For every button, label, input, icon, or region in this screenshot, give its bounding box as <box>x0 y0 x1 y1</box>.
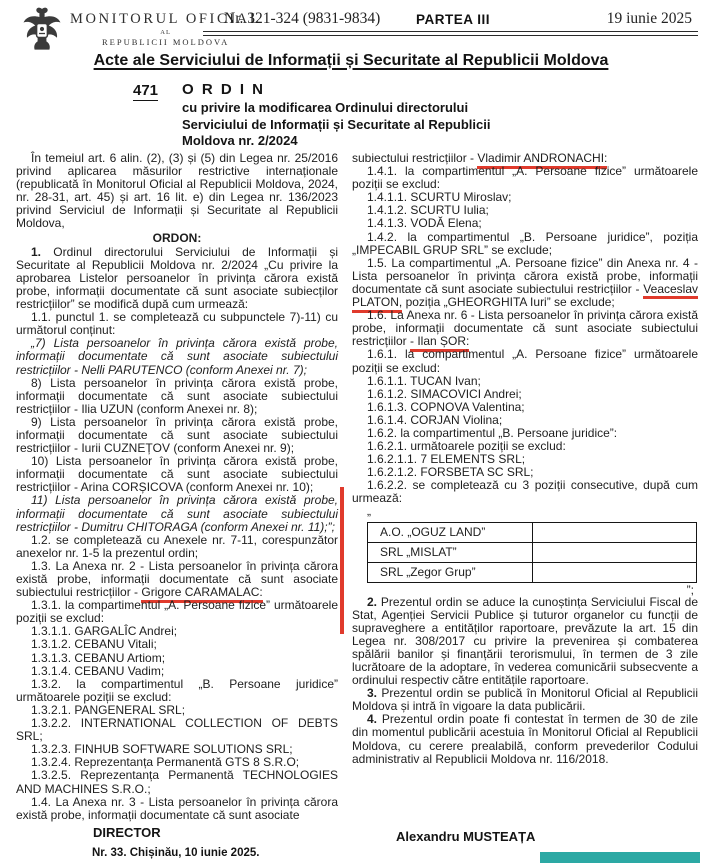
paragraph <box>16 416 338 455</box>
masthead-al: AL <box>160 29 171 36</box>
paragraph <box>352 309 698 348</box>
order-number-line: Nr. 33. Chișinău, 10 iunie 2025. <box>92 847 260 859</box>
left-column <box>16 152 338 822</box>
paragraph <box>16 717 338 743</box>
text-segment: 1.4.1.1. SCURTU Miroslav; <box>367 190 512 205</box>
empty-cell <box>533 562 697 582</box>
text-segment: 1.3.2.4. Reprezentanța Permanentă GTS 8 S.R.O; <box>31 755 300 770</box>
director-label: DIRECTOR <box>93 825 161 840</box>
text-segment: 1. <box>31 244 54 259</box>
text-segment: Prezentul ordin se aduce la cunoștința Serviciului Fiscal de Stat, Agenției Servicii Publice și tuturor organelor cu funcții de supraveghere a entităților raportoare, prevăzute la art. 15 din Legea nr. 308/2017 cu privire la prevenirea și combaterea spălării banilor și finanțării terorismului, în termen de 3 zile lucrătoare de la adoptare, în vederea comunicării subsecvente a ordinului respectiv către entitățile raportoare. <box>352 594 699 688</box>
order-subtitle-line: cu privire la modificarea Ordinului directorului <box>182 100 469 115</box>
issue-date: 19 iunie 2025 <box>606 10 692 27</box>
red-underlined-name: Grigore CARAMALAC: <box>141 585 262 603</box>
text-segment: 1.6.1.4. CORJAN Violina; <box>367 412 503 427</box>
part-label: PARTEA III <box>416 12 491 27</box>
text-segment: 1.3.1.1. GARGALÎC Andrei; <box>31 624 178 639</box>
order-subtitle <box>182 100 512 150</box>
order-number: 471 <box>133 82 159 99</box>
text-segment: 1.4.1. la compartimentul „A. Persoane fizice” următoarele poziții se exclud: <box>352 164 698 192</box>
paragraph <box>16 560 338 599</box>
text-segment: 1.3.2.2. INTERNATIONAL COLLECTION OF DEBTS SRL; <box>16 716 338 744</box>
text-segment: 1.6. La Anexa nr. 6 - Lista persoanelor în privința cărora există probe, informații documentate că sunt asociate subiectului restricțiilor <box>352 308 698 349</box>
paragraph <box>16 311 338 337</box>
paragraph <box>352 596 698 688</box>
text-segment: 1.3.1. la compartimentul „A. Persoane fizice” următoarele poziții se exclud: <box>16 598 338 626</box>
paragraph <box>352 257 698 309</box>
paragraph <box>352 687 698 713</box>
text-segment: 1.3.2.5. Reprezentanța Permanentă TECHNOLOGIES AND MACHINES S.R.O.; <box>16 768 338 796</box>
text-segment: 1.3.1.4. CEBANU Vadim; <box>31 663 165 678</box>
paragraph <box>16 232 338 245</box>
table-row <box>368 562 697 582</box>
table-row <box>368 542 697 562</box>
text-segment: 1.4. La Anexa nr. 3 - Lista persoanelor în privința cărora există probe, informații documentate că sunt asociate <box>16 794 338 822</box>
text-segment: 1.6.1.3. COPNOVA Valentina; <box>367 399 525 414</box>
text-segment: 1.2. se completează cu Anexele nr. 7-11, corespunzător anexelor nr. 1-5 la prezentul ordin; <box>16 532 338 560</box>
text-segment: 1.3.1.3. CEBANU Artiom; <box>31 650 166 665</box>
text-segment: 8) Lista persoanelor în privința cărora există probe, informații documentate că sunt asociate subiectului restricțiilor - Ilia UZUN (conform Anexei nr. 8); <box>16 375 338 416</box>
entity-name-cell: A.O. „OGUZ LAND” <box>368 522 533 542</box>
paragraph <box>352 231 698 257</box>
coat-of-arms-logo <box>22 6 62 52</box>
text-segment: Prezentul ordin poate fi contestat în termen de 30 de zile din momentul publicării acestuia în Monitorul Oficial al Republicii Moldova, cu cerere prealabilă, conform prevederilor Codului administrativ al Republicii Moldova nr. 116/2018. <box>352 712 698 766</box>
masthead-title: MONITORUL OFICIAL <box>70 11 262 27</box>
paragraph <box>352 713 698 765</box>
text-segment: 10) Lista persoanelor în privința cărora există probe, informații documentate că sunt asociate subiectului restricțiilor - Arina CORȘICOVA (conform Anexei nr. 10); <box>16 454 338 495</box>
paragraph <box>16 769 338 795</box>
section-title: Acte ale Serviciului de Informații și Securitate al Republicii Moldova <box>93 52 609 69</box>
red-underlined-name: - Ilan ȘOR: <box>410 334 469 352</box>
red-annotation-bar <box>340 487 344 634</box>
paragraph <box>16 455 338 494</box>
entity-name-cell: SRL „MISLAT” <box>368 542 533 562</box>
text-segment: subiectului restricțiilor - <box>352 151 478 165</box>
text-segment: Prezentul ordin se publică în Monitorul Oficial al Republicii Moldova și intră în vigoare la data publicării. <box>352 686 698 714</box>
text-segment: 1.6.1.1. TUCAN Ivan; <box>367 373 481 388</box>
text-segment: Ordinul directorului Serviciului de Informații și Securitate al Republicii Moldova nr. 2/2024 „Cu privire la aprobarea Listelor persoanelor în privința cărora există probe, informații documentate că sunt asociate subiecților restricțiilor” se modifică după cum urmează: <box>16 244 339 312</box>
paragraph <box>352 348 698 374</box>
paragraph <box>16 678 338 704</box>
text-segment: 1.6.2.1. următoarele poziții se exclud: <box>367 439 566 454</box>
text-segment: 1.3.2. la compartimentul „B. Persoane juridice” următoarele poziții se exclud: <box>16 676 338 704</box>
paragraph <box>352 165 698 191</box>
text-segment: 1.3.2.1. PANGENERAL SRL; <box>31 702 186 717</box>
text-segment: 1.6.2.1.1. 7 ELEMENTS SRL; <box>367 452 526 467</box>
signer-name: Alexandru MUSTEAȚA <box>396 829 536 844</box>
paragraph <box>16 796 338 822</box>
text-segment: ORDON: <box>152 230 202 245</box>
paragraph <box>16 494 338 533</box>
text-segment: 3. <box>367 686 382 701</box>
text-segment: 1.6.1.2. SIMACOVICI Andrei; <box>367 386 522 401</box>
text-segment: 1.4.1.3. VODĂ Elena; <box>367 216 482 231</box>
text-segment: 11) Lista persoanelor în privința cărora există probe, informații documentate că sunt asociate subiectului restricțiilor - Dumitru CHITORAGA (conform Anexei nr. 11);”; <box>16 493 338 534</box>
text-segment: 1.6.2.1.2. FORSBETA SC SRL; <box>367 465 534 480</box>
right-column <box>352 152 698 766</box>
paragraph <box>16 337 338 376</box>
text-segment: 1.3.1.2. CEBANU Vitali; <box>31 637 157 652</box>
teal-highlight-bar <box>540 852 700 863</box>
excluded-entities-table <box>367 522 697 583</box>
text-segment: 1.5. La compartimentul „A. Persoane fizice” din Anexa nr. 4 - Lista persoanelor în privința cărora există probe, informații documentate că sunt asociate subiectului restricțiilor - <box>352 255 698 296</box>
text-segment: 1.4.2. la compartimentul „B. Persoane juridice”, poziția „IMPECABIL GRUP SRL” se exclude; <box>352 229 698 257</box>
text-segment: 1.3.2.3. FINHUB SOFTWARE SOLUTIONS SRL; <box>31 742 293 757</box>
masthead-subtitle: REPUBLICII MOLDOVA <box>101 37 230 47</box>
paragraph <box>16 599 338 625</box>
text-segment: 2. <box>367 594 381 609</box>
quote-open: „ <box>367 503 371 518</box>
text-segment: 4. <box>367 712 382 727</box>
entity-name-cell: SRL „Zegor Grup” <box>368 562 533 582</box>
table-row <box>368 522 697 542</box>
empty-cell <box>533 542 697 562</box>
order-subtitle-line: Serviciului de Informații și Securitate al Republicii <box>182 116 491 132</box>
text-segment: „7) Lista persoanelor în privința cărora există probe, informații documentate că sunt asociate subiectului restricțiilor - Nelli PARUTENCO (conform Anexei nr. 7); <box>16 336 338 377</box>
text-segment: 9) Lista persoanelor în privința cărora există probe, informații documentate că sunt asociate subiectului restricțiilor - Iurii CUZNEȚOV (conform Anexei nr. 9); <box>16 414 338 456</box>
text-segment: În temeiul art. 6 alin. (2), (3) și (5) din Legea nr. 25/2016 privind aplicarea măsurilor restrictive internaționale (republicată în Monitorul Oficial al Republicii Moldova, 2024, nr. 28-31, art. 45) și art. 16 lit. e) din Legea nr. 136/2023 privind Serviciul de Informații și Securitate al Republicii Moldova, <box>16 151 338 231</box>
quote-close: ”; <box>686 582 694 597</box>
order-title: O R D I N <box>182 81 266 98</box>
paragraph <box>352 479 698 505</box>
text-segment: 1.6.2.2. se completează cu 3 poziții consecutive, după cum urmează: <box>352 478 698 506</box>
order-subtitle-line: Moldova nr. 2/2024 <box>182 133 298 148</box>
paragraph <box>16 377 338 416</box>
red-underlined-name: Vladimir ANDRONACHI: <box>477 151 607 169</box>
header-double-rule <box>203 31 698 36</box>
text-segment: 1.3. La Anexa nr. 2 - Lista persoanelor în privința cărora există probe, informații documentate că sunt asociate subiectului restricțiilor - <box>16 558 338 600</box>
paragraph <box>16 152 338 231</box>
text-segment: 1.4.1.2. SCURTU Iulia; <box>367 203 489 218</box>
red-underlined-name: Veaceslav PLATON, <box>352 282 698 313</box>
text-segment: poziția „GHEORGHITA Iuri” se exclude; <box>402 295 615 310</box>
text-segment: 1.6.2. la compartimentul „B. Persoane juridice”: <box>367 425 618 440</box>
text-segment: 1.6.1. la compartimentul „A. Persoane fizice” următoarele poziții se exclud: <box>352 347 698 375</box>
empty-cell <box>533 522 697 542</box>
paragraph <box>16 246 338 311</box>
issue-number: Nr. 321-324 (9831-9834) <box>224 10 381 27</box>
paragraph <box>16 534 338 560</box>
text-segment: 1.1. punctul 1. se completează cu subpunctele 7)-11) cu următorul conținut: <box>16 310 338 338</box>
